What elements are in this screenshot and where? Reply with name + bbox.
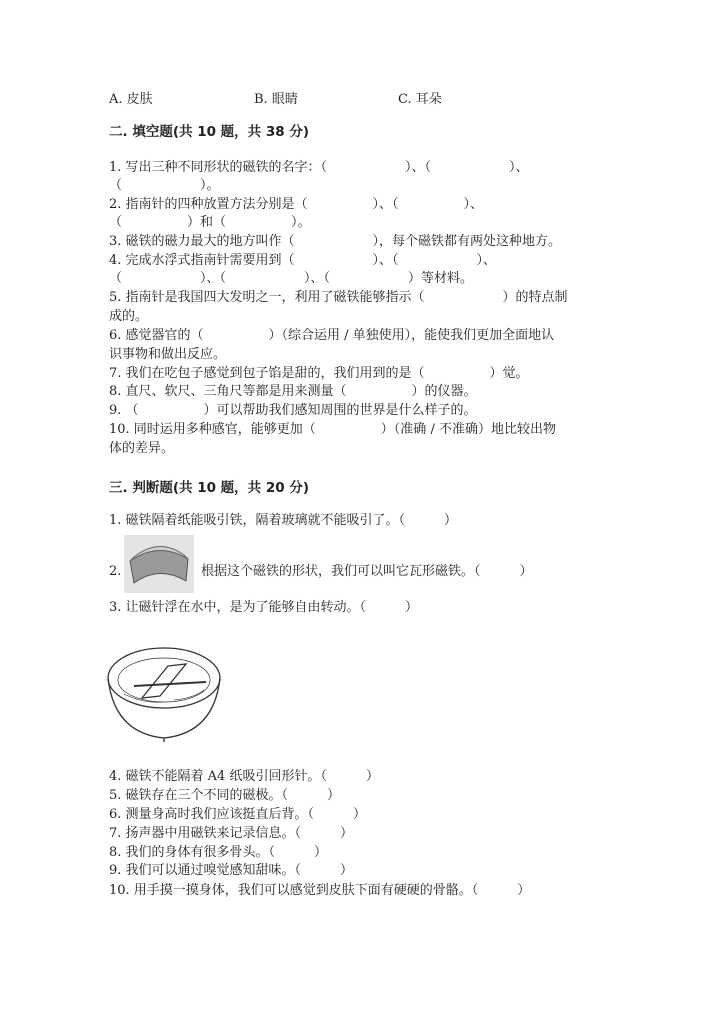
judge-question: 9. 我们可以通过嗅觉感知甜味。（ ）	[109, 863, 354, 878]
fill-blank-line: 2. 指南针的四种放置方法分别是（ ）、（ ）、	[109, 197, 484, 212]
floating-needle-bowl-image	[104, 638, 224, 742]
option-c: C. 耳朵	[398, 92, 442, 107]
judge-question-3: 3. 让磁针浮在水中，是为了能够自由转动。（ ）	[109, 600, 419, 615]
fill-blank-line: 9. （ ）可以帮助我们感知周围的世界是什么样子的。	[109, 403, 477, 418]
fill-blank-line: 识事物和做出反应。	[109, 347, 227, 362]
judge-question-2: 根据这个磁铁的形状，我们可以叫它瓦形磁铁。（ ）	[201, 564, 533, 579]
judge-question-1: 1. 磁铁隔着纸能吸引铁，隔着玻璃就不能吸引了。（ ）	[109, 513, 458, 528]
fill-blank-line: 1. 写出三种不同形状的磁铁的名字：（ ）、（ ）、	[109, 160, 529, 175]
judge-question-2-number: 2.	[109, 564, 122, 579]
fill-blank-line: （ ）、（ ）、（ ）等材料。	[109, 271, 474, 286]
fill-blank-line: 4. 完成水浮式指南针需要用到（ ）、（ ）、	[109, 253, 497, 268]
fill-blank-line: 体的差异。	[109, 441, 175, 456]
judge-question: 10. 用手摸一摸身体，我们可以感觉到皮肤下面有硬硬的骨骼。（ ）	[109, 883, 531, 898]
option-b: B. 眼睛	[254, 92, 298, 107]
tile-magnet-image	[124, 535, 194, 593]
section2-heading: 二. 填空题(共 10 题，共 38 分)	[109, 124, 310, 140]
judge-question: 7. 扬声器中用磁铁来记录信息。（ ）	[109, 826, 354, 841]
fill-blank-line: 10. 同时运用多种感官，能够更加（ ）（准确 / 不准确）地比较出物	[109, 422, 556, 437]
judge-question: 6. 测量身高时我们应该挺直后背。（ ）	[109, 807, 367, 822]
option-a: A. 皮肤	[109, 92, 153, 107]
fill-blank-line: 6. 感觉器官的（ ）（综合运用 / 单独使用），能使我们更加全面地认	[109, 328, 555, 343]
fill-blank-line: 3. 磁铁的磁力最大的地方叫作（ ），每个磁铁都有两处这种地方。	[109, 234, 562, 249]
fill-blank-line: （ ）。	[109, 178, 220, 193]
judge-question: 8. 我们的身体有很多骨头。（ ）	[109, 845, 328, 860]
fill-blank-line: 7. 我们在吃包子感觉到包子馅是甜的，我们用到的是（ ）觉。	[109, 366, 529, 381]
judge-question: 4. 磁铁不能隔着 A4 纸吸引回形针。（ ）	[109, 769, 379, 784]
judge-question: 5. 磁铁存在三个不同的磁极。（ ）	[109, 788, 341, 803]
fill-blank-line: 成的。	[109, 309, 149, 324]
fill-blank-line: 8. 直尺、软尺、三角尺等都是用来测量（ ）的仪器。	[109, 384, 477, 399]
fill-blank-line: 5. 指南针是我国四大发明之一，利用了磁铁能够指示（ ）的特点制	[109, 290, 568, 305]
fill-blank-line: （ ）和（ ）。	[109, 215, 311, 230]
section3-heading: 三. 判断题(共 10 题，共 20 分)	[109, 480, 310, 496]
